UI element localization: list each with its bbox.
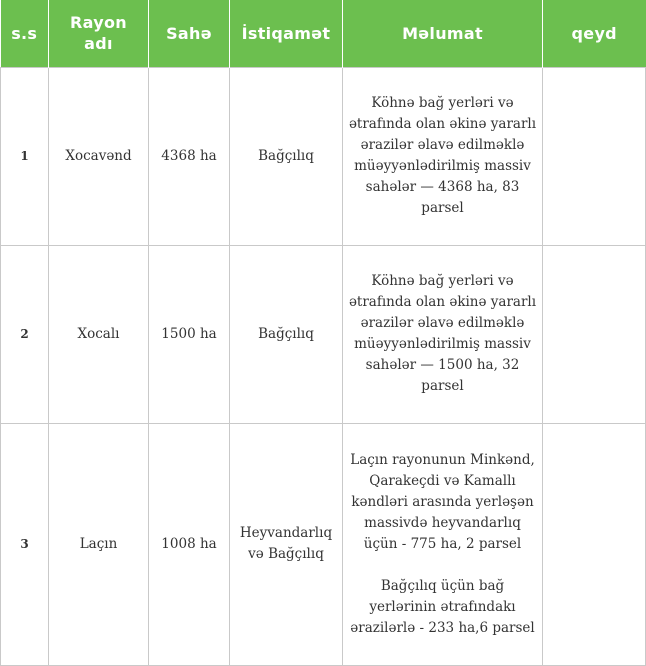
melumat-text: Laçın rayonunun Minkənd, Qarakeçdi və Kamallı kəndləri arasında yerləşən massivdə heyvandarlıq üçün - 775 ha, 2 parsel (350, 451, 535, 552)
cell-qeyd (543, 245, 646, 423)
cell-rayon: Xocavənd (49, 67, 149, 245)
cell-ss: 3 (1, 423, 49, 665)
melumat-text: Köhnə bağ yerləri və ətrafında olan əkinə yararlı ərazilər əlavə edilməklə müəyyənlədirilmiş massiv sahələr — 1500 ha, 32 parsel (348, 273, 537, 394)
header-qeyd: qeyd (543, 0, 646, 67)
header-rayon: Rayon adı (49, 0, 149, 67)
cell-istiqamet: Bağçılıq (230, 245, 343, 423)
table-row (1, 423, 646, 665)
cell-melumat (343, 67, 543, 245)
cell-sahe: 1008 ha (149, 423, 230, 665)
paragraph-gap (347, 555, 538, 576)
cell-ss: 2 (1, 245, 49, 423)
cell-rayon: Xocalı (49, 245, 149, 423)
cell-melumat (343, 423, 543, 665)
cell-istiqamet: Bağçılıq (230, 67, 343, 245)
cell-sahe: 4368 ha (149, 67, 230, 245)
table-row (1, 67, 646, 245)
cell-rayon: Laçın (49, 423, 149, 665)
cell-sahe: 1500 ha (149, 245, 230, 423)
header-istiqamet: İstiqamət (230, 0, 343, 67)
cell-qeyd (543, 423, 646, 665)
cell-qeyd (543, 67, 646, 245)
cell-melumat (343, 245, 543, 423)
header-ss: s.s (1, 0, 49, 67)
table-row (1, 245, 646, 423)
header-row (1, 0, 646, 67)
header-melumat: Məlumat (343, 0, 543, 67)
melumat-text: Bağçılıq üçün bağ yerlərinin ətrafındakı ərazilərlə - 233 ha,6 parsel (350, 577, 535, 636)
table-header (1, 0, 646, 67)
cell-istiqamet: Heyvandarlıq və Bağçılıq (230, 423, 343, 665)
table-body (1, 67, 646, 665)
cell-ss: 1 (1, 67, 49, 245)
melumat-text: Köhnə bağ yerləri və ətrafında olan əkinə yararlı ərazilər əlavə edilməklə müəyyənlədirilmiş massiv sahələr — 4368 ha, 83 parsel (348, 95, 537, 216)
header-sahe: Sahə (149, 0, 230, 67)
